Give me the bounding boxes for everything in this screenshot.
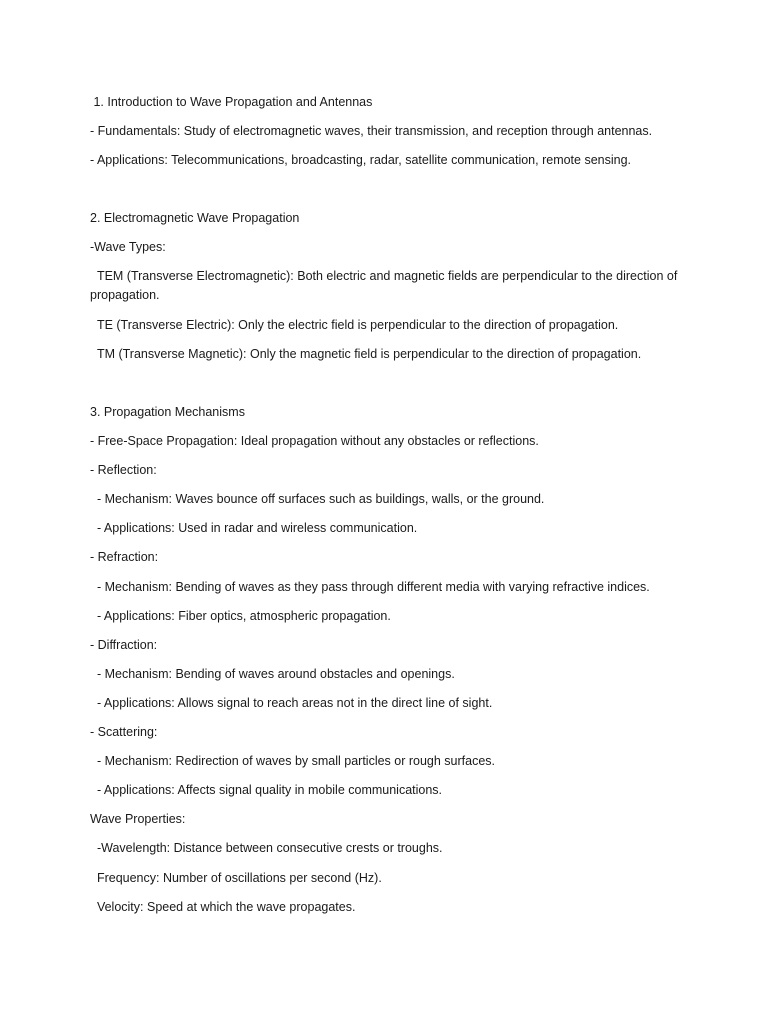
wave-properties-label: Wave Properties: [90, 812, 186, 826]
fundamentals-line: - Fundamentals: Study of electromagnetic waves, their transmission, and reception through antennas. [90, 124, 653, 138]
scattering-label: - Scattering: [90, 725, 158, 739]
refraction-mechanism-line: - Mechanism: Bending of waves as they pass through different media with varying refractive indices. [90, 580, 650, 594]
scattering-applications-line: - Applications: Affects signal quality in mobile communications. [90, 783, 443, 797]
wavelength-line: -Wavelength: Distance between consecutive crests or troughs. [90, 841, 443, 855]
reflection-label: - Reflection: [90, 463, 157, 477]
scattering-mechanism-line: - Mechanism: Redirection of waves by small particles or rough surfaces. [90, 754, 496, 768]
te-line: TE (Transverse Electric): Only the electric field is perpendicular to the direction of propagation. [90, 318, 619, 332]
diffraction-label: - Diffraction: [90, 638, 158, 652]
section-2-heading: 2. Electromagnetic Wave Propagation [90, 211, 300, 225]
wave-types-label: -Wave Types: [90, 240, 166, 254]
reflection-applications-line: - Applications: Used in radar and wireless communication. [90, 521, 418, 535]
reflection-mechanism-line: - Mechanism: Waves bounce off surfaces such as buildings, walls, or the ground. [90, 492, 545, 506]
velocity-line: Velocity: Speed at which the wave propagates. [90, 900, 356, 914]
tm-line: TM (Transverse Magnetic): Only the magnetic field is perpendicular to the direction of propagation. [90, 347, 642, 361]
section-3-heading: 3. Propagation Mechanisms [90, 405, 245, 419]
refraction-label: - Refraction: [90, 550, 159, 564]
diffraction-mechanism-line: - Mechanism: Bending of waves around obstacles and openings. [90, 667, 455, 681]
refraction-applications-line: - Applications: Fiber optics, atmospheric propagation. [90, 609, 391, 623]
tem-line: TEM (Transverse Electromagnetic): Both electric and magnetic fields are perpendicular to the direction of propagation. [90, 269, 681, 302]
section-1-heading: 1. Introduction to Wave Propagation and Antennas [90, 95, 373, 109]
free-space-line: - Free-Space Propagation: Ideal propagation without any obstacles or reflections. [90, 434, 539, 448]
frequency-line: Frequency: Number of oscillations per second (Hz). [90, 871, 382, 885]
diffraction-applications-line: - Applications: Allows signal to reach areas not in the direct line of sight. [90, 696, 493, 710]
applications-line: - Applications: Telecommunications, broadcasting, radar, satellite communication, remote sensing. [90, 153, 632, 167]
